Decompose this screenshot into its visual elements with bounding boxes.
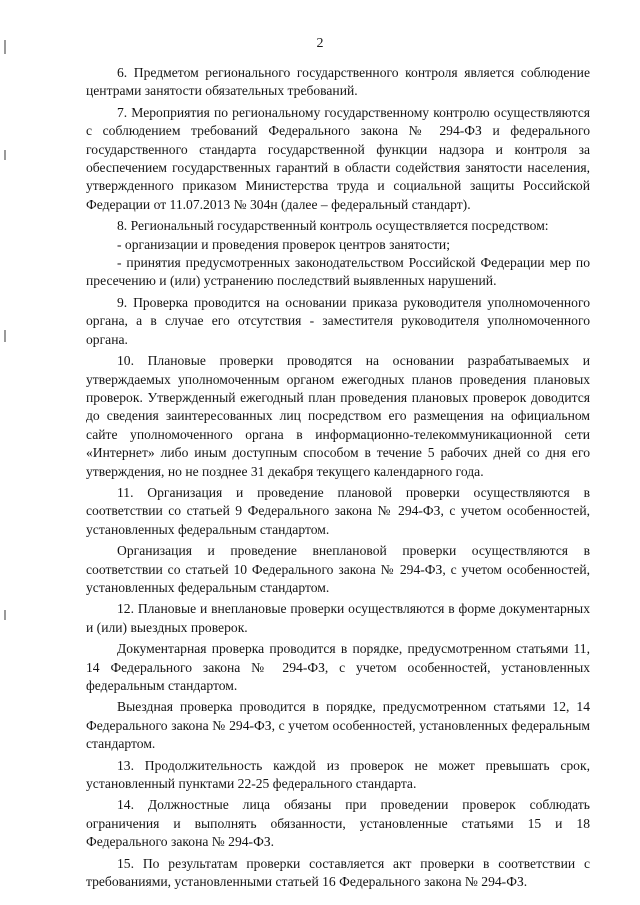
paragraph-8-item-2: - принятия предусмотренных законодательством Российской Федерации мер по пресечению и (или) устранению последствий выявленных нарушений. [86,255,590,289]
paragraph-6: 6. Предметом регионального государственного контроля является соблюдение центрами занятости обязательных требований. [86,65,590,99]
scan-mark [4,150,6,160]
page-number: 2 [316,36,324,51]
paragraph-8-item-1: - организации и проведения проверок центров занятости; [117,236,450,252]
paragraph-13: 13. Продолжительность каждой из проверок не может превышать срок, установленный пунктами 22-25 федерального стандарта. [86,757,590,792]
paragraph-8: 8. Региональный государственный контроль осуществляется посредством: [117,218,549,234]
scan-mark [4,330,6,342]
paragraph-14: 14. Должностные лица обязаны при проведении проверок соблюдать ограничения и выполнять обязанности, установленные статьями 15 и 18 Федерального закона № 294-ФЗ. [86,797,590,850]
paragraph-12: 12. Плановые и внеплановые проверки осуществляются в форме документарных и (или) выездных проверок. [86,601,590,635]
paragraph-7: 7. Мероприятия по региональному государственному контролю осуществляются с соблюдением требований Федерального закона № 294-ФЗ и федерального государственного стандарта государственной функции надзора и контроля за обеспечением государственных гарантий в области содействия занятости населения, утвержденного приказом Министерства труда и социальной защиты Российской Федерации от 11.07.2013 № 304н (далее – федеральный стандарт). [86,104,590,212]
paragraph-15: 15. По результатам проверки составляется акт проверки в соответствии с требованиями, установленными статьей 16 Федерального закона № 294-ФЗ. [86,855,590,890]
scan-mark [4,610,6,620]
paragraph-11-unplanned: Организация и проведение внеплановой проверки осуществляются в соответствии со статьей 10 Федерального закона № 294-ФЗ, с учетом особенностей, установленных федеральным стандартом. [86,543,590,595]
paragraph-12-onsite: Выездная проверка проводится в порядке, предусмотренном статьями 12, 14 Федерального закона № 294-ФЗ, с учетом особенностей, установленных федеральным стандартом. [86,699,590,752]
paragraph-11: 11. Организация и проведение плановой проверки осуществляются в соответствии со статьей 9 Федерального закона № 294-ФЗ, с учетом особенностей, установленных федеральным стандартом. [86,484,590,537]
paragraph-10: 10. Плановые проверки проводятся на основании разрабатываемых и утверждаемых уполномоченным органом ежегодных планов проведения плановых проверок. Утвержденный ежегодный план проведения плановых проверок доводится до сведения заинтересованных лиц посредством его размещения на официальном сайте уполномоченного органа в информационно-телекоммуникационной сети «Интернет» либо иным доступным способом в течение 5 рабочих дней со дня его утверждения, но не позднее 31 декабря текущего календарного года. [86,353,590,479]
document-body [86,64,590,891]
scan-margin-marks [4,0,6,905]
paragraph-9: 9. Проверка проводится на основании приказа руководителя уполномоченного органа, а в случае его отсутствия - заместителя руководителя уполномоченного органа. [86,294,590,347]
paragraph-12-documentary: Документарная проверка проводится в порядке, предусмотренном статьями 11, 14 Федерального закона № 294-ФЗ, с учетом особенностей, установленных федеральным стандартом. [86,641,590,693]
